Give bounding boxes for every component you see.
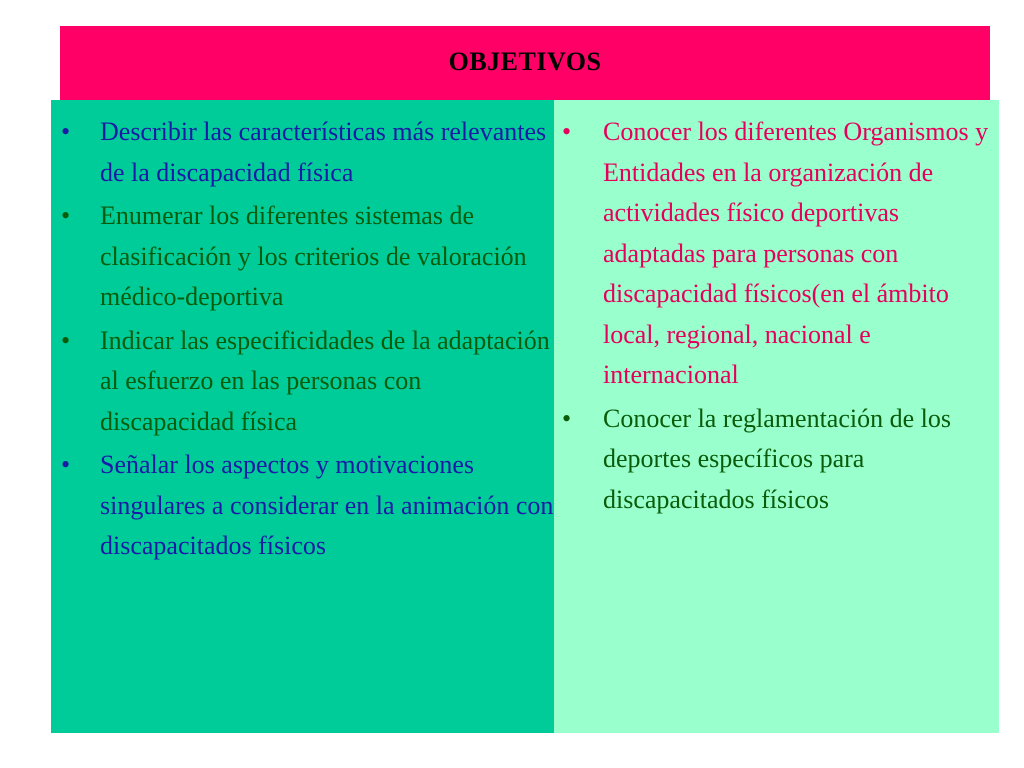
bullet-dot-icon: • [61, 117, 71, 146]
right-bullet-list [560, 112, 995, 523]
right-column [554, 100, 999, 733]
bullet-item [59, 112, 554, 193]
bullet-item [560, 399, 995, 521]
bullet-dot-icon: • [562, 117, 572, 146]
left-bullet-list [59, 112, 554, 570]
bullet-text: Señalar los aspectos y motivaciones singulares a considerar en la animación con discapacitados físicos [100, 450, 554, 560]
left-column [51, 100, 554, 733]
bullet-dot-icon: • [61, 325, 71, 355]
bullet-text: Indicar las especificidades de la adaptación al esfuerzo en las personas con discapacidad física [100, 325, 550, 436]
bullet-dot-icon: • [61, 201, 71, 230]
title-bar [60, 26, 990, 102]
bullet-text: Conocer los diferentes Organismos y Entidades en la organización de actividades físico deportivas adaptadas para personas con discapacidad físicos(en el ámbito local, regional, nacional e internacional [603, 117, 989, 389]
bullet-item [59, 321, 554, 443]
bullet-dot-icon: • [562, 403, 572, 433]
bullet-item [59, 196, 554, 318]
bullet-item [59, 445, 554, 567]
bullet-text: Conocer la reglamentación de los deportes específicos para discapacitados físicos [603, 403, 951, 514]
slide-title: OBJETIVOS [448, 47, 602, 76]
bullet-dot-icon: • [61, 450, 71, 479]
bullet-text: Enumerar los diferentes sistemas de clasificación y los criterios de valoración médico-deportiva [100, 201, 527, 311]
bullet-text: Describir las características más relevantes de la discapacidad física [100, 117, 547, 187]
bullet-item [560, 112, 995, 396]
